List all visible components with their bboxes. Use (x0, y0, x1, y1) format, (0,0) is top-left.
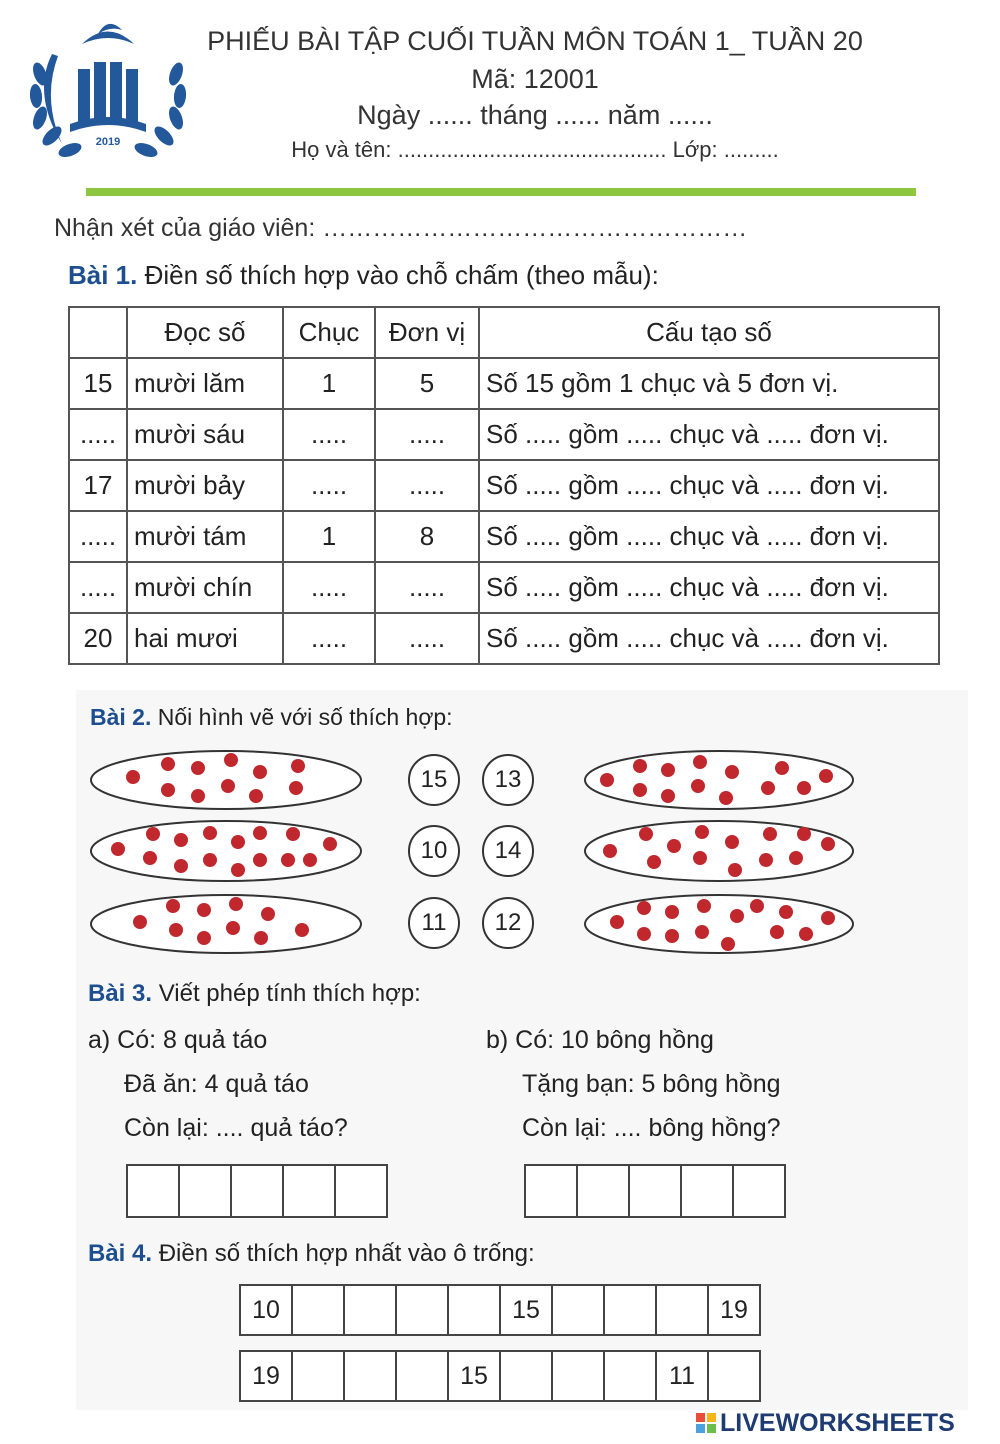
sequence-cell: 15 (499, 1284, 553, 1336)
dot-group-left-1[interactable] (88, 748, 364, 812)
tens-cell: 1 (283, 358, 375, 409)
exercise-2-heading (90, 704, 453, 731)
answer-box[interactable] (732, 1164, 786, 1218)
reading-cell: mười sáu (127, 409, 283, 460)
number-circle[interactable]: 14 (482, 825, 534, 877)
answer-box[interactable] (334, 1164, 388, 1218)
table-header-row (69, 307, 939, 358)
units-cell[interactable]: ..... (375, 562, 479, 613)
date-line: Ngày ...... tháng ...... năm ...... (357, 100, 713, 130)
sequence-cell[interactable] (395, 1350, 449, 1402)
sequence-row-descending (241, 1350, 761, 1402)
answer-boxes-a (128, 1164, 388, 1218)
exercise-4-instruction: Điền số thích hợp nhất vào ô trống: (158, 1240, 535, 1267)
sequence-cell[interactable] (551, 1350, 605, 1402)
sequence-cell: 19 (239, 1350, 293, 1402)
sequence-cell: 10 (239, 1284, 293, 1336)
number-cell[interactable]: ..... (69, 562, 127, 613)
header-cell (69, 307, 127, 358)
answer-box[interactable] (628, 1164, 682, 1218)
number-cell[interactable]: ..... (69, 511, 127, 562)
problem-a-line-2: Đã ăn: 4 quả táo (124, 1070, 309, 1098)
header-cell: Chục (283, 307, 375, 358)
units-cell: 8 (375, 511, 479, 562)
number-circle[interactable]: 11 (408, 897, 460, 949)
problem-a-line-1: a) Có: 8 quả táo (88, 1026, 268, 1054)
exercise-3-label: Bài 3. (88, 980, 153, 1007)
reading-cell: mười chín (127, 562, 283, 613)
structure-cell[interactable]: Số ..... gồm ..... chục và ..... đơn vị. (479, 409, 939, 460)
problem-b-line-3: Còn lại: .... bông hồng? (522, 1114, 781, 1142)
sequence-cell[interactable] (499, 1350, 553, 1402)
dot-group-left-2[interactable] (88, 818, 364, 884)
number-circle[interactable]: 13 (482, 754, 534, 806)
exercise-2-label: Bài 2. (90, 704, 152, 730)
problem-b-line-1: b) Có: 10 bông hồng (486, 1026, 714, 1054)
reading-cell: mười lăm (127, 358, 283, 409)
place-value-table (68, 306, 940, 665)
answer-box[interactable] (178, 1164, 232, 1218)
dot-group-left-3[interactable] (88, 892, 364, 956)
sequence-cell[interactable] (291, 1350, 345, 1402)
sequence-cell[interactable] (447, 1284, 501, 1336)
sequence-cell[interactable] (291, 1284, 345, 1336)
liveworksheets-text: LIVEWORKSHEETS (720, 1408, 955, 1437)
header-divider (86, 188, 916, 196)
sequence-cell: 15 (447, 1350, 501, 1402)
name-class-line: Họ và tên: ............................................ Lớp: ......... (291, 137, 779, 162)
exercise-4-label: Bài 4. (88, 1240, 153, 1267)
units-cell[interactable]: ..... (375, 460, 479, 511)
table-row (69, 358, 939, 409)
exercise-2-instruction: Nối hình vẽ với số thích hợp: (157, 704, 453, 730)
structure-cell[interactable]: Số ..... gồm ..... chục và ..... đơn vị. (479, 511, 939, 562)
sequence-cell[interactable] (343, 1350, 397, 1402)
problem-b-line-2: Tặng bạn: 5 bông hồng (522, 1070, 781, 1098)
sequence-cell[interactable] (707, 1350, 761, 1402)
exercise-1-label: Bài 1. (68, 260, 138, 290)
sequence-cell[interactable] (603, 1284, 657, 1336)
sequence-cell: 11 (655, 1350, 709, 1402)
answer-box[interactable] (524, 1164, 578, 1218)
reading-cell: hai mươi (127, 613, 283, 664)
school-logo (22, 14, 194, 164)
structure-cell[interactable]: Số ..... gồm ..... chục và ..... đơn vị. (479, 613, 939, 664)
sequence-cell[interactable] (655, 1284, 709, 1336)
tens-cell[interactable]: ..... (283, 562, 375, 613)
liveworksheets-watermark (696, 1408, 955, 1438)
number-circle[interactable]: 10 (408, 825, 460, 877)
structure-cell: Số 15 gồm 1 chục và 5 đơn vị. (479, 358, 939, 409)
sequence-cell[interactable] (395, 1284, 449, 1336)
number-circle[interactable]: 12 (482, 897, 534, 949)
table-row (69, 511, 939, 562)
number-cell: 17 (69, 460, 127, 511)
number-cell[interactable]: ..... (69, 409, 127, 460)
worksheet-code: Mã: 12001 (471, 64, 599, 94)
header-cell: Cấu tạo số (479, 307, 939, 358)
answer-boxes-b (526, 1164, 786, 1218)
exercise-1-instruction: Điền số thích hợp vào chỗ chấm (theo mẫu): (144, 260, 659, 290)
sequence-row-ascending (241, 1284, 761, 1336)
structure-cell[interactable]: Số ..... gồm ..... chục và ..... đơn vị. (479, 562, 939, 613)
header-cell: Đọc số (127, 307, 283, 358)
number-cell: 20 (69, 613, 127, 664)
exercise-4-heading (88, 1240, 535, 1268)
tens-cell[interactable]: ..... (283, 460, 375, 511)
tens-cell[interactable]: ..... (283, 613, 375, 664)
answer-box[interactable] (282, 1164, 336, 1218)
logo-year: 2019 (95, 136, 121, 148)
table-row (69, 613, 939, 664)
dot-group-right-3[interactable] (582, 892, 856, 956)
header-cell: Đơn vị (375, 307, 479, 358)
teacher-comment: Nhận xét của giáo viên: …………………………………………… (54, 214, 748, 242)
exercise-3-instruction: Viết phép tính thích hợp: (158, 980, 421, 1007)
table-row (69, 460, 939, 511)
dot-group-right-2[interactable] (582, 818, 856, 884)
units-cell[interactable]: ..... (375, 613, 479, 664)
table-row (69, 409, 939, 460)
answer-box[interactable] (126, 1164, 180, 1218)
tens-cell[interactable]: ..... (283, 409, 375, 460)
exercise-3-heading (88, 980, 421, 1008)
problem-a-line-3: Còn lại: .... quả táo? (124, 1114, 348, 1142)
exercise-1-heading (68, 260, 659, 291)
liveworksheets-logo-icon (696, 1413, 716, 1433)
reading-cell: mười tám (127, 511, 283, 562)
sequence-cell[interactable] (603, 1350, 657, 1402)
worksheet-title: PHIẾU BÀI TẬP CUỐI TUẦN MÔN TOÁN 1_ TUẦN 20 (207, 26, 863, 56)
answer-box[interactable] (576, 1164, 630, 1218)
answer-box[interactable] (230, 1164, 284, 1218)
structure-cell[interactable]: Số ..... gồm ..... chục và ..... đơn vị. (479, 460, 939, 511)
sequence-cell[interactable] (343, 1284, 397, 1336)
sequence-cell[interactable] (551, 1284, 605, 1336)
answer-box[interactable] (680, 1164, 734, 1218)
number-cell: 15 (69, 358, 127, 409)
tens-cell: 1 (283, 511, 375, 562)
units-cell[interactable]: ..... (375, 409, 479, 460)
units-cell: 5 (375, 358, 479, 409)
table-row (69, 562, 939, 613)
sequence-cell: 19 (707, 1284, 761, 1336)
dot-group-right-1[interactable] (582, 748, 856, 812)
number-circle[interactable]: 15 (408, 754, 460, 806)
reading-cell: mười bảy (127, 460, 283, 511)
